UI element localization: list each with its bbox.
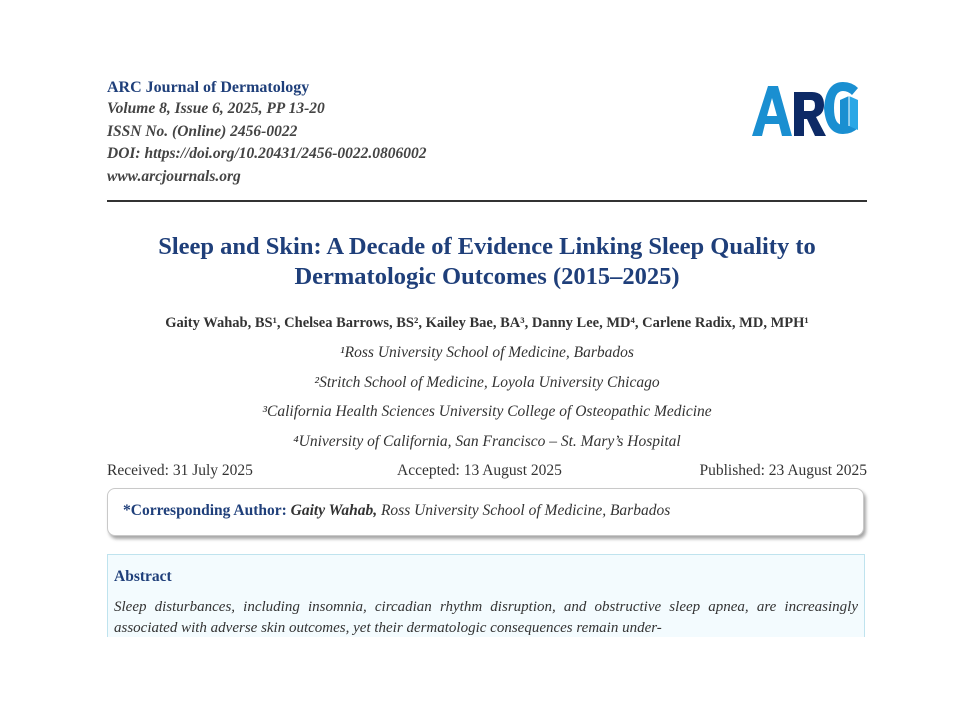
journal-volume: Volume 8, Issue 6, 2025, PP 13-20 <box>107 100 325 117</box>
abstract-heading: Abstract <box>114 568 172 585</box>
accepted-date: Accepted: 13 August 2025 <box>397 462 562 479</box>
author-list: Gaity Wahab, BS¹, Chelsea Barrows, BS², Kailey Bae, BA³, Danny Lee, MD⁴, Carlene Radix, MD, MPH¹ <box>165 315 809 331</box>
journal-header <box>107 77 426 188</box>
arc-logo <box>748 78 864 140</box>
corresponding-author-institution: Ross University School of Medicine, Barbados <box>380 502 671 519</box>
journal-doi[interactable]: DOI: https://doi.org/10.20431/2456-0022.0806002 <box>107 145 427 162</box>
journal-website[interactable]: www.arcjournals.org <box>107 167 241 185</box>
received-date: Received: 31 July 2025 <box>107 462 253 479</box>
published-date: Published: 23 August 2025 <box>699 462 867 479</box>
page-crop-edge <box>0 637 960 720</box>
paper-title-line2: Dermatologic Outcomes (2015–2025) <box>294 263 680 290</box>
header-divider <box>107 200 867 202</box>
journal-name: ARC Journal of Dermatology <box>107 79 310 96</box>
affiliation-4: ⁴University of California, San Francisco – St. Mary’s Hospital <box>293 433 681 450</box>
corresponding-author-line <box>123 502 670 520</box>
logo-text: ARC <box>748 78 751 79</box>
paper-title <box>107 232 867 292</box>
affiliation-1: ¹Ross University School of Medicine, Barbados <box>340 344 634 361</box>
abstract-text: Sleep disturbances, including insomnia, circadian rhythm disruption, and obstructive sleep apnea, are increasingly associated with adverse skin outcomes, yet their dermatologic consequences remain under- <box>114 599 858 636</box>
corresponding-author-box <box>107 488 864 536</box>
journal-issn: ISSN No. (Online) 2456-0022 <box>107 122 298 140</box>
affiliation-3: ³California Health Sciences University College of Osteopathic Medicine <box>262 403 712 420</box>
paper-title-line1: Sleep and Skin: A Decade of Evidence Linking Sleep Quality to <box>158 233 816 260</box>
corresponding-author-name: Gaity Wahab, <box>290 502 378 519</box>
affiliation-2: ²Stritch School of Medicine, Loyola University Chicago <box>314 374 660 391</box>
corresponding-author-label: *Corresponding Author: <box>123 502 287 519</box>
